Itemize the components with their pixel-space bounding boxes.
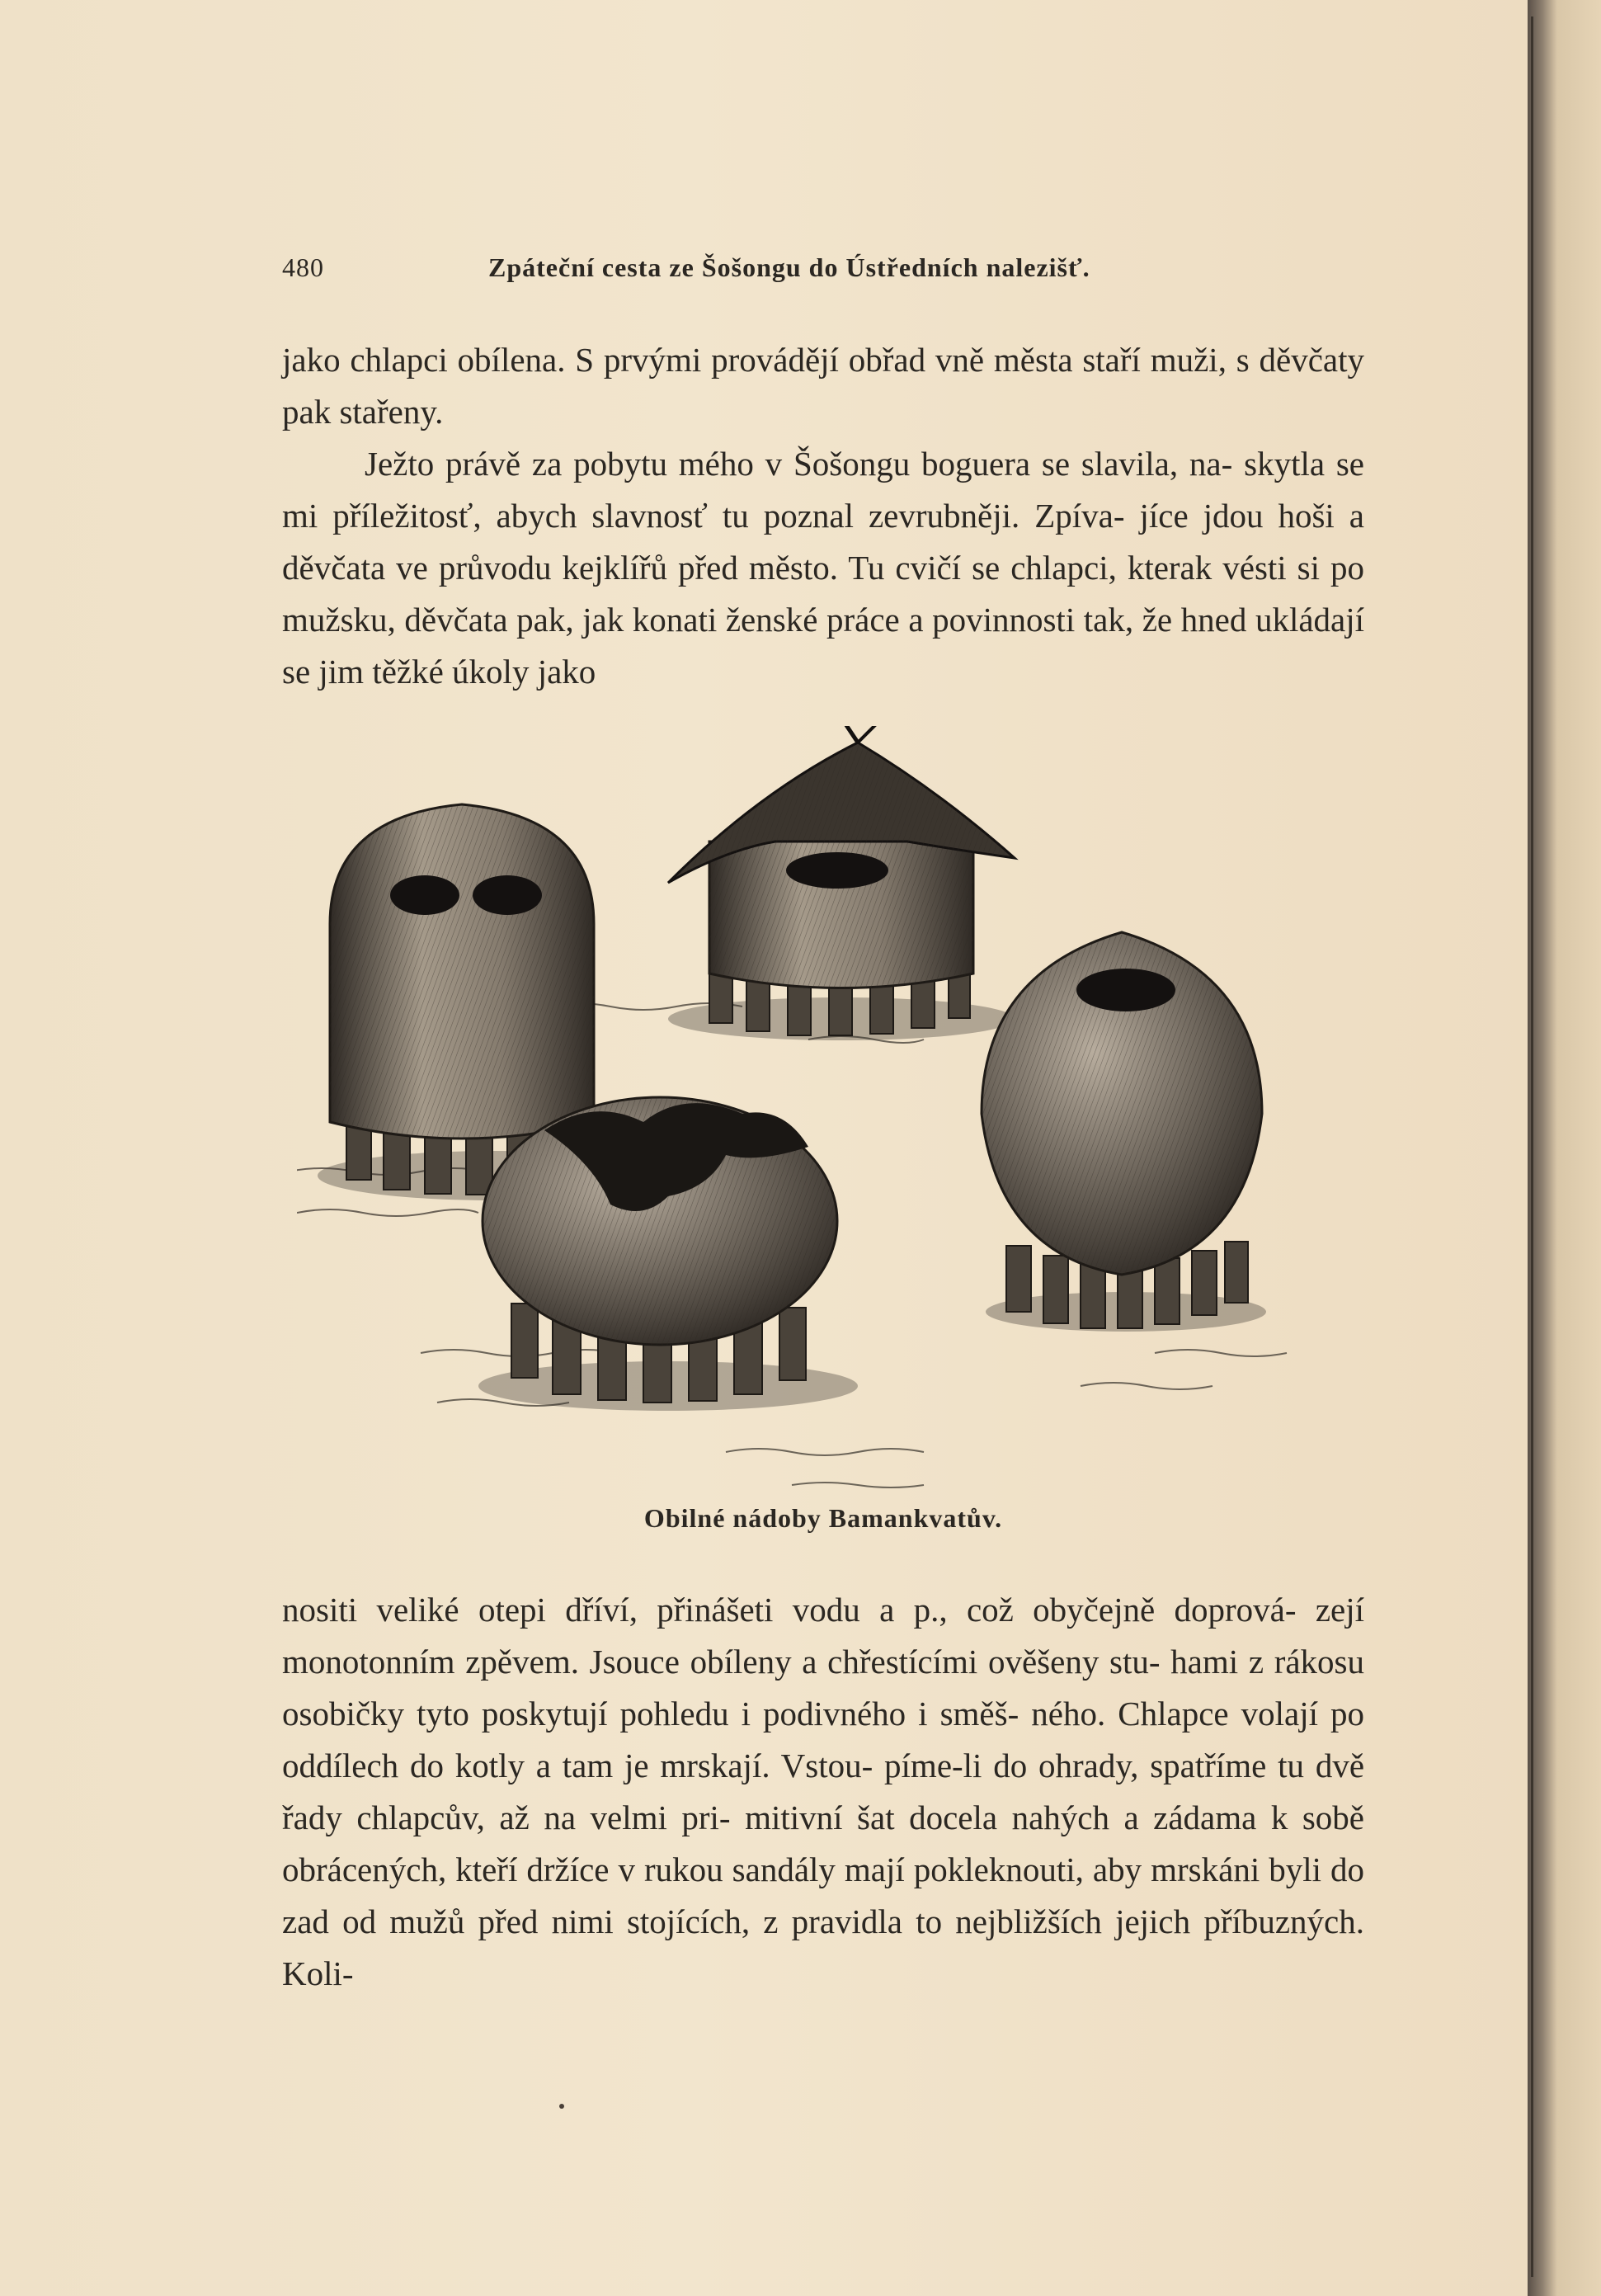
text-line: Ježto právě za pobytu mého v Šošongu boguera se slavila, na- [365, 445, 1233, 483]
figure-caption: Obilné nádoby Bamankvatův. [643, 1503, 1003, 1533]
spine-edge [1531, 17, 1533, 2277]
text-line: nositi veliké otepi dříví, přinášeti vodu a p., což obyčejně doprová- [282, 1591, 1297, 1629]
text-line: před nimi stojících, z pravidla to nejbližších jejich příbuzných. Koli- [282, 1902, 1365, 1992]
paragraph-continued [282, 1584, 1364, 2000]
text-line: jako chlapci obílena. S prvými provádějí obřad vně města staří muži, [282, 341, 1227, 379]
running-title: Zpáteční cesta ze Šošongu do Ústředních nalezišť. [488, 252, 1090, 282]
text-line: skytla se mi příležitosť, abych slavnosť tu poznal zevrubněji. Zpíva- [282, 445, 1365, 535]
vessel-center [478, 1097, 858, 1411]
page-number: 480 [282, 252, 324, 282]
text-line: píme-li do ohrady, spatříme tu dvě řady chlapcův, až na velmi pri- [282, 1747, 1365, 1836]
text-line: v rukou sandály mají pokleknouti, aby mrskáni byli do zad od mužů [282, 1850, 1365, 1940]
text-line: hami z rákosu osobičky tyto poskytují pohledu i podivného i směš- [282, 1643, 1364, 1733]
paragraph-continued [282, 334, 1364, 438]
body-text-top [282, 334, 1364, 698]
text-line: se chlapci, kterak vésti si po mužsku, děvčata pak, jak konati ženské [282, 549, 1365, 639]
text-line: s děvčaty pak stařeny. [282, 341, 1365, 431]
grain-vessels-engraving [297, 726, 1386, 1502]
paper-speck [559, 2104, 564, 2109]
text-line: jíce jdou hoši a děvčata ve průvodu kejklířů před město. Tu cvičí [282, 497, 1364, 587]
text-line: práce a povinnosti tak, že hned ukládají se jim těžké úkoly jako [282, 601, 1365, 691]
text-line: mitivní šat docela nahých a zádama k sobě obrácených, kteří držíce [282, 1799, 1364, 1888]
running-head [282, 252, 1148, 294]
text-line: zejí monotonním zpěvem. Jsouce obíleny a chřestícími ověšeny stu- [282, 1591, 1365, 1681]
vessel-thatched [668, 726, 1015, 1040]
body-text-bottom [282, 1584, 1364, 2000]
paragraph [282, 438, 1364, 698]
book-spine [1528, 0, 1601, 2296]
vessel-right [982, 932, 1266, 1332]
text-line: ného. Chlapce volají po oddílech do kotly a tam je mrskají. Vstou- [282, 1695, 1365, 1784]
